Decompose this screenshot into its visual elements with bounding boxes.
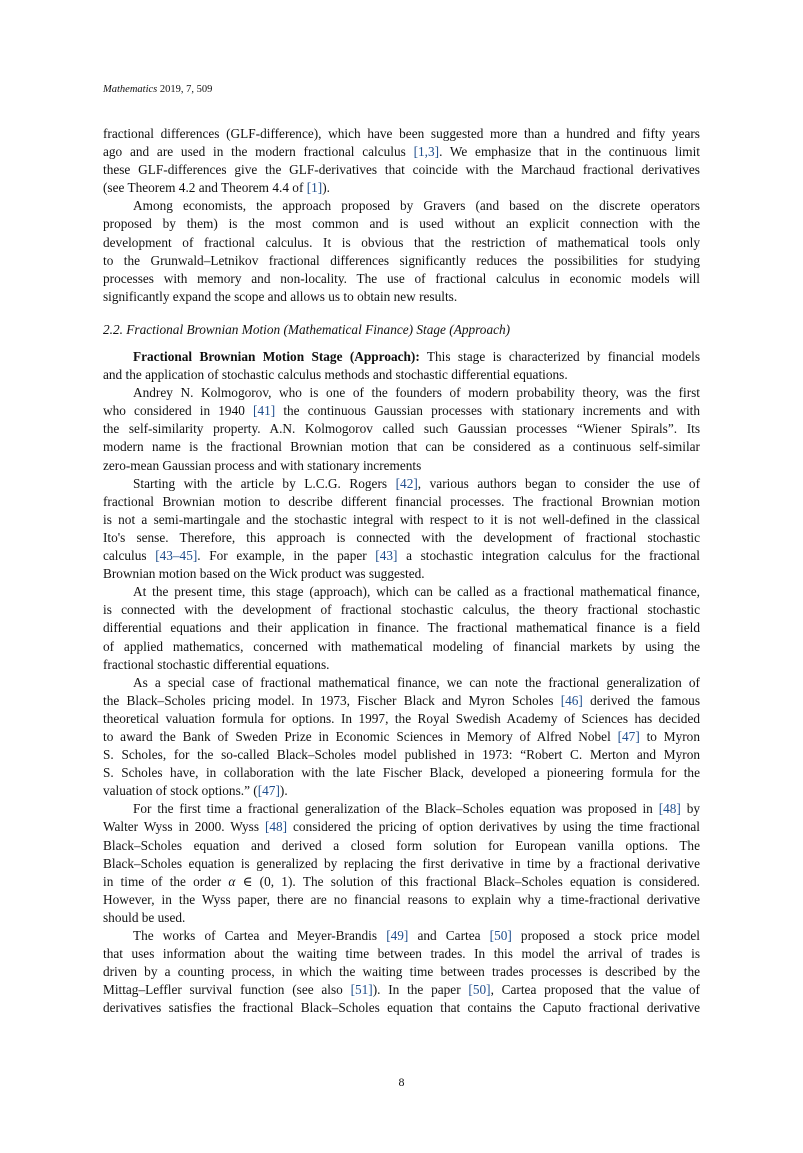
- text-run: ). In the paper: [372, 982, 469, 998]
- text-run: Starting with the article by L.C.G. Rogers: [133, 475, 396, 491]
- text-line: [103, 818, 700, 836]
- text-run: of applied mathematics, concerned with mathematical modeling of financial markets by using the: [103, 638, 700, 654]
- text-run: Brownian motion based on the Wick product was suggested.: [103, 566, 425, 582]
- text-run: Among economists, the approach proposed by Gravers (and based on the discrete operators: [133, 198, 700, 214]
- text-line: [103, 143, 700, 161]
- citation-link[interactable]: [43]: [375, 548, 398, 564]
- text-run: significantly expand the scope and allows us to obtain new results.: [103, 288, 458, 304]
- bold-run: Fractional Brownian Motion Stage (Approach):: [133, 349, 420, 364]
- text-line: [103, 252, 700, 270]
- citation-link[interactable]: [49]: [386, 928, 409, 943]
- citation-link[interactable]: [51]: [350, 982, 373, 998]
- text-line: [103, 782, 700, 800]
- text-run: by: [680, 801, 700, 817]
- text-run: . We emphasize that in the continuous limit: [439, 144, 700, 160]
- text-run: valuation of stock options.” (: [103, 783, 258, 799]
- text-line: [103, 800, 700, 818]
- citation-link[interactable]: [41]: [253, 403, 276, 419]
- citation-link[interactable]: [50]: [489, 928, 512, 943]
- text-line: [103, 963, 700, 981]
- text-line: [103, 547, 700, 565]
- text-line: [103, 746, 700, 764]
- text-run: ).: [322, 180, 330, 196]
- text-run: Black–Scholes equation is generalized by replacing the first derivative in time by a fractional derivative: [103, 855, 700, 871]
- text-line: [103, 601, 700, 619]
- text-run: derived the famous: [582, 692, 700, 708]
- text-line: [103, 656, 700, 674]
- text-line: [103, 619, 700, 637]
- text-line: [103, 125, 700, 143]
- text-line: [103, 402, 700, 420]
- journal-name: Mathematics: [103, 84, 158, 95]
- body-text-intro: [103, 125, 700, 306]
- text-line: [103, 420, 700, 438]
- text-run: , various authors began to consider the use of: [417, 475, 701, 491]
- text-line: [103, 764, 700, 782]
- text-run: the Black–Scholes pricing model. In 1973, Fischer Black and Myron Scholes: [103, 692, 561, 708]
- text-run: is connected with the development of fractional stochastic calculus, the theory fractional stochastic: [103, 602, 700, 618]
- text-run: S. Scholes have, in collaboration with the late Fischer Black, developed a pioneering formula for the: [103, 765, 700, 781]
- citation-link[interactable]: [50]: [468, 982, 491, 998]
- text-run: fractional differences (GLF-difference), which have been suggested more than a hundred and fifty years: [103, 126, 700, 141]
- page-number: 8: [398, 1075, 405, 1089]
- text-run: Ito's sense. Therefore, this approach is connected with the development of fractional stochastic: [103, 529, 700, 545]
- text-run: calculus: [103, 548, 156, 564]
- text-run: fractional stochastic differential equations.: [103, 656, 330, 672]
- body-text-section: [103, 348, 700, 1017]
- text-line: [103, 197, 700, 215]
- text-run: For the first time a fractional generalization of the Black–Scholes equation was proposed in: [133, 801, 659, 817]
- text-run: that uses information about the waiting time between trades. In this model the arrival of trades is: [103, 946, 700, 962]
- text-run: to Myron: [639, 728, 700, 744]
- text-line: [103, 873, 700, 891]
- text-run: ago and are used in the modern fractional calculus: [103, 144, 414, 160]
- running-header: [103, 84, 212, 95]
- text-line: [103, 511, 700, 529]
- text-run: the self-similarity property. A.N. Kolmogorov called such Gaussian processes “Wiener Spirals”. Its: [103, 421, 700, 437]
- text-run: The works of Cartea and Meyer-Brandis: [133, 928, 387, 943]
- text-line: [103, 475, 700, 493]
- text-line: [103, 288, 700, 306]
- text-run: At the present time, this stage (approach), which can be called as a fractional mathematical finance,: [133, 584, 700, 600]
- text-run: these GLF-differences give the GLF-derivatives that coincide with the Marchaud fractional derivatives: [103, 162, 700, 178]
- text-run: considered the pricing of option derivatives by using the time fractional: [287, 819, 700, 835]
- section-heading: 2.2. Fractional Brownian Motion (Mathematical Finance) Stage (Approach): [103, 322, 511, 337]
- text-run: driven by a counting process, in which the waiting time between trades processes is described by the: [103, 964, 700, 980]
- text-run: processes with memory and non-locality. The use of fractional calculus in economic models will: [103, 270, 700, 286]
- citation-link[interactable]: [1]: [306, 180, 323, 196]
- text-run: should be used.: [103, 909, 186, 925]
- text-run: Walter Wyss in 2000. Wyss: [103, 819, 265, 835]
- text-line: [103, 438, 700, 456]
- text-run: Andrey N. Kolmogorov, who is one of the founders of modern probability theory, was the first: [133, 385, 700, 401]
- text-run: ).: [279, 783, 288, 799]
- text-run: Mittag–Leffler survival function (see also: [103, 982, 351, 998]
- text-run: development of fractional calculus. It is obvious that the restriction of mathematical tools only: [103, 234, 700, 250]
- text-run: , Cartea proposed that the value of: [490, 982, 700, 998]
- citation-link[interactable]: [48]: [658, 801, 681, 817]
- text-run: and the application of stochastic calculus methods and stochastic differential equations.: [103, 367, 568, 383]
- text-line: [103, 728, 700, 746]
- text-line: [103, 674, 700, 692]
- text-run: fractional Brownian motion to describe different financial processes. The fractional Brownian motion: [103, 493, 700, 509]
- text-line: [103, 583, 700, 601]
- text-line: [103, 909, 700, 927]
- text-line: [103, 837, 700, 855]
- text-run: proposed a stock price model: [511, 928, 700, 943]
- citation-link[interactable]: [43–45]: [155, 548, 198, 564]
- text-run: As a special case of fractional mathematical finance, we can note the fractional generalization of: [133, 674, 700, 690]
- journal-info: 2019, 7, 509: [159, 84, 213, 95]
- text-run: the continuous Gaussian processes with stationary increments and with: [275, 403, 701, 419]
- text-run: to award the Bank of Sweden Prize in Economic Sciences in Memory of Alfred Nobel: [103, 728, 618, 744]
- text-run: a stochastic integration calculus for the fractional: [397, 548, 700, 564]
- text-run: who considered in 1940: [103, 403, 254, 419]
- text-line: [103, 638, 700, 656]
- text-run: This stage is characterized by financial models: [419, 349, 700, 364]
- text-run: modern name is the fractional Brownian motion that can be considered as a continuous self-similar: [103, 439, 700, 455]
- text-line: [103, 179, 700, 197]
- text-line: [103, 855, 700, 873]
- text-line: [103, 366, 700, 384]
- text-line: [103, 710, 700, 728]
- citation-link[interactable]: [48]: [264, 819, 288, 835]
- text-run: However, in the Wyss paper, there are no financial reasons to explain why a time-fractional derivative: [103, 891, 700, 907]
- text-run: differential equations and their application in finance. The fractional mathematical finance is a field: [103, 620, 700, 636]
- text-line: [103, 384, 700, 402]
- citation-link[interactable]: [47]: [617, 728, 640, 744]
- text-line: [103, 348, 700, 366]
- text-line: [103, 457, 700, 475]
- text-line: [103, 945, 700, 963]
- text-run: S. Scholes, for the so-called Black–Scholes model published in 1973: “Robert C. Merton and Myron: [103, 747, 700, 763]
- text-run: proposed by them) is the most common and is used without an explicit connection with the: [103, 216, 700, 232]
- text-run: theoretical valuation formula for options. In 1997, the Royal Swedish Academy of Sciences has decided: [103, 710, 700, 726]
- text-line: [103, 981, 700, 999]
- text-run: (see Theorem 4.2 and Theorem 4.4 of: [103, 180, 307, 196]
- text-run: derivatives satisfies the fractional Black–Scholes equation that contains the Caputo fractional derivative: [103, 1000, 700, 1016]
- citation-link[interactable]: [1,3]: [413, 144, 440, 160]
- text-line: [103, 927, 700, 945]
- text-run: ∈ (0, 1). The solution of this fractional Black–Scholes equation is considered.: [235, 873, 700, 889]
- citation-link[interactable]: [46]: [560, 692, 583, 708]
- text-run: to the Grunwald–Letnikov fractional differences significantly reduces the possibilities for studying: [103, 252, 700, 268]
- math-symbol: α: [228, 873, 236, 889]
- text-line: [103, 234, 700, 252]
- text-run: Black–Scholes equation and derived a closed form solution for European vanilla options. The: [103, 837, 700, 853]
- text-line: [103, 999, 700, 1017]
- text-line: [103, 493, 700, 511]
- text-line: [103, 565, 700, 583]
- text-line: [103, 529, 700, 547]
- text-line: [103, 692, 700, 710]
- text-line: [103, 161, 700, 179]
- text-run: . For example, in the paper: [197, 548, 376, 564]
- text-run: in time of the order: [103, 873, 229, 889]
- text-run: and Cartea: [408, 928, 490, 943]
- text-run: is not a semi-martingale and the stochastic integral with respect to it is not well-defined in the classical: [103, 511, 700, 527]
- text-line: [103, 270, 700, 288]
- text-run: zero-mean Gaussian process and with stationary increments: [103, 457, 422, 473]
- citation-link[interactable]: [42]: [395, 475, 418, 491]
- citation-link[interactable]: [47]: [257, 783, 280, 799]
- text-line: [103, 891, 700, 909]
- text-line: [103, 215, 700, 233]
